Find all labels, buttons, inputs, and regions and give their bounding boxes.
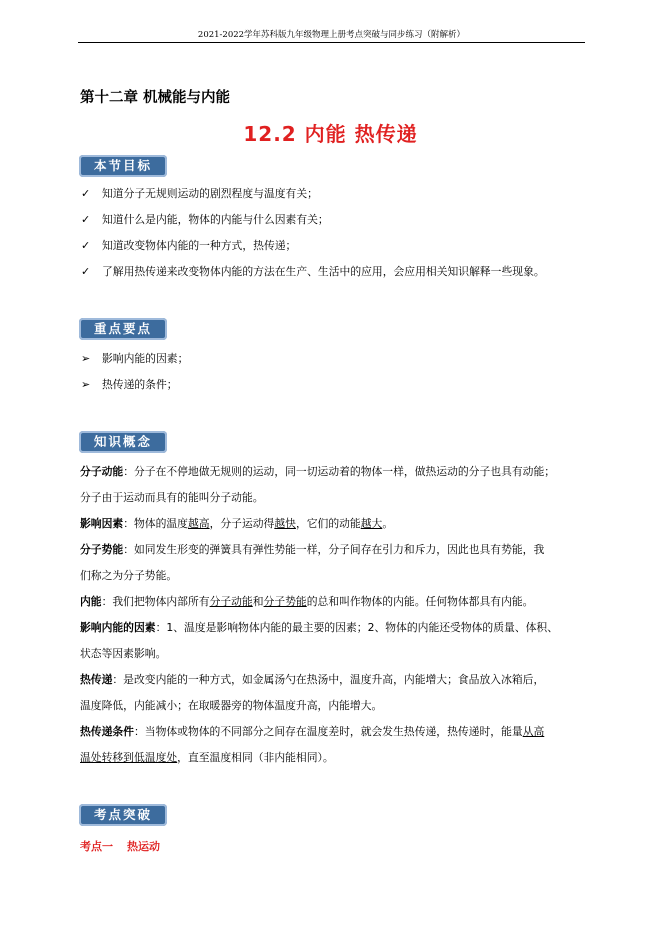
check-icon: ✓ [81, 213, 91, 226]
list-item: ➢ 影响内能的因素； [81, 352, 189, 365]
list-item: ✓ 知道分子无规则运动的剧烈程度与温度有关； [81, 187, 318, 200]
concept-heat-transfer-condition: 热传递条件：当物体或物体的不同部分之间存在温度差时，就会发生热传递，热传递时，能量从高 温处转移到低温度处，直至温度相同（非内能相同）。 [80, 725, 545, 764]
arrow-bullet-icon: ➢ [81, 352, 91, 365]
check-icon: ✓ [81, 265, 91, 278]
concept-internal-energy-factors: 影响内能的因素：1、温度是影响物体内能的最主要的因素；2、物体的内能还受物体的质量、体积、 状态等因素影响。 [80, 621, 559, 660]
kaodian-heading: 考点一 热运动 [80, 840, 160, 853]
concept-molecular-potential: 分子势能：如同发生形变的弹簧具有弹性势能一样，分子间存在引力和斥力，因此也具有势能，我 们称之为分子势能。 [80, 543, 545, 582]
page-header: 2021-2022学年苏科版九年级物理上册考点突破与同步练习（附解析） [78, 30, 585, 43]
check-icon: ✓ [81, 187, 91, 200]
chapter-title: 第十二章 机械能与内能 [80, 90, 231, 106]
section-goals-badge: 本节目标 [79, 155, 167, 177]
concept-influencing-factors: 影响因素：物体的温度越高，分子运动得越快，它们的动能越大。 [80, 517, 394, 530]
goals-list [80, 186, 545, 290]
list-item: ➢ 热传递的条件； [81, 378, 178, 391]
keypoints-list [80, 351, 188, 403]
section-concepts-badge: 知识概念 [79, 431, 167, 453]
check-icon: ✓ [81, 239, 91, 252]
concept-internal-energy: 内能：我们把物体内部所有分子动能和分子势能的总和叫作物体的内能。任何物体都具有内能。 [80, 595, 534, 608]
page-title: 12.2 内能 热传递 [243, 122, 418, 146]
concept-molecular-kinetic: 分子动能：分子在不停地做无规则的运动，同一切运动着的物体一样，做热运动的分子也具有动能； 分子由于运动而具有的能叫分子动能。 [80, 465, 556, 504]
list-item: ✓ 知道改变物体内能的一种方式，热传递； [81, 239, 297, 252]
arrow-bullet-icon: ➢ [81, 378, 91, 391]
section-keypoints-badge: 重点要点 [79, 318, 167, 340]
concept-heat-transfer: 热传递：是改变内能的一种方式，如金属汤勺在热汤中，温度升高，内能增大；食品放入冰箱后， 温度降低，内能减小；在取暖器旁的物体温度升高，内能增大。 [80, 673, 545, 712]
section-breakthrough-badge: 考点突破 [79, 804, 167, 826]
list-item: ✓ 知道什么是内能，物体的内能与什么因素有关； [81, 213, 329, 226]
list-item: ✓ 了解用热传递来改变物体内能的方法在生产、生活中的应用，会应用相关知识解释一些现象。 [81, 265, 545, 278]
